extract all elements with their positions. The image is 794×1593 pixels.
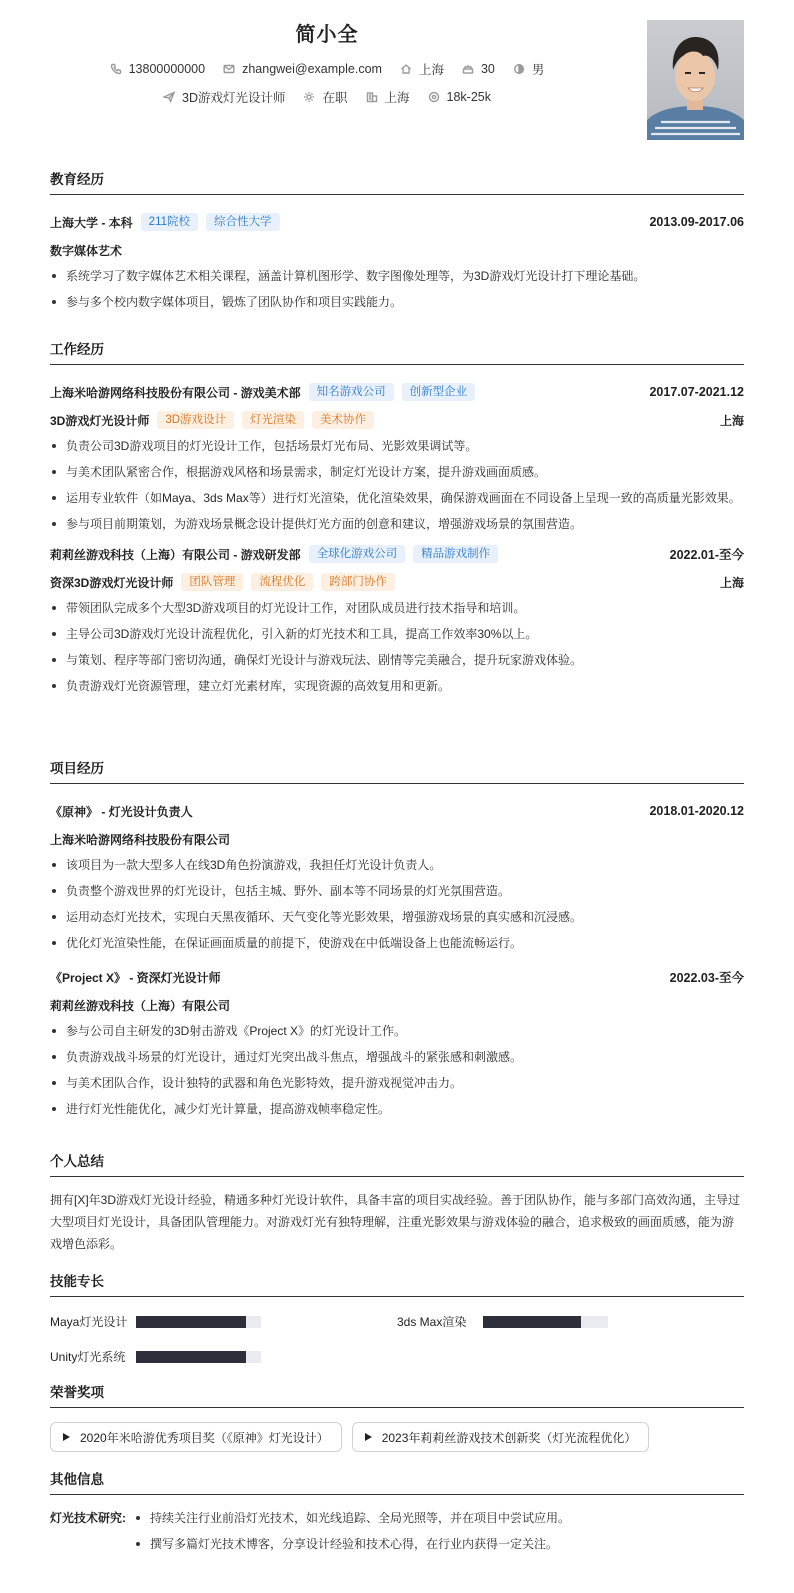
gender-text: 男 — [531, 63, 545, 77]
skill-bar — [136, 1316, 261, 1328]
mail-icon — [223, 63, 235, 75]
list-item: 运用专业软件（如Maya、3ds Max等）进行灯光渲染，优化渲染效果，确保游戏画面在不同设备上呈现一致的高质量光影效果。 — [50, 489, 744, 507]
job-role-row — [50, 411, 744, 429]
job-role-row — [50, 573, 744, 591]
salary-text: 18k-25k — [446, 90, 491, 104]
skills-grid — [50, 1313, 744, 1365]
skills-section — [50, 1270, 744, 1365]
project-date: 2018.01-2020.12 — [649, 804, 744, 818]
role-tag: 流程优化 — [251, 573, 313, 591]
list-item: 运用动态灯光技术，实现白天黑夜循环、天气变化等光影效果，增强游戏场景的真实感和沉浸感。 — [50, 908, 744, 926]
list-item: 带领团队完成多个大型3D游戏项目的灯光设计工作，对团队成员进行技术指导和培训。 — [50, 599, 744, 617]
skill-name: Unity灯光系统 — [50, 1350, 126, 1364]
skill-item — [50, 1348, 397, 1365]
phone-text: 13800000000 — [128, 62, 206, 76]
list-item: 负责公司3D游戏项目的灯光设计工作，包括场景灯光布局、光影效果调试等。 — [50, 437, 744, 455]
company-tag: 知名游戏公司 — [309, 383, 394, 401]
list-item: 参与公司自主研发的3D射击游戏《Project X》的灯光设计工作。 — [50, 1022, 744, 1040]
list-item: 优化灯光渲染性能，在保证画面质量的前提下，使游戏在中低端设备上也能流畅运行。 — [50, 934, 744, 952]
other-label: 灯光技术研究: — [50, 1511, 126, 1525]
job-date: 2017.07-2021.12 — [649, 385, 744, 399]
education-title: 教育经历 — [50, 168, 744, 195]
major-row — [50, 241, 744, 259]
target-city-text: 上海 — [384, 91, 410, 105]
status-text: 在职 — [322, 91, 348, 105]
profile-photo — [647, 20, 744, 140]
target-city-item — [366, 88, 410, 106]
honor-text: 2020年米哈游优秀项目奖（《原神》灯光设计） — [80, 1430, 329, 1445]
gender-icon — [513, 63, 525, 75]
list-item: 与美术团队紧密合作，根据游戏风格和场景需求，制定灯光设计方案，提升游戏画面质感。 — [50, 463, 744, 481]
job-date: 2022.01-至今 — [669, 548, 744, 562]
project-entry-head — [50, 802, 744, 820]
company-tag: 创新型企业 — [402, 383, 476, 401]
phone-icon — [110, 63, 122, 75]
company-name: 莉莉丝游戏科技（上海）有限公司 - 游戏研发部 — [50, 547, 301, 562]
role-tag: 3D游戏设计 — [157, 411, 234, 429]
list-item: 主导公司3D游戏灯光设计流程优化，引入新的灯光技术和工具，提高工作效率30%以上。 — [50, 625, 744, 643]
job-bullets — [50, 599, 744, 695]
portrait-image — [647, 20, 744, 140]
gender-item — [513, 60, 545, 78]
skill-item — [397, 1313, 744, 1330]
list-item: 参与多个校内数字媒体项目，锻炼了团队协作和项目实践能力。 — [50, 293, 744, 311]
skill-name: 3ds Max渲染 — [397, 1315, 467, 1329]
age-text: 30 — [480, 62, 495, 76]
email-text: zhangwei@example.com — [242, 62, 382, 76]
job-entry-head — [50, 545, 744, 563]
education-entry-head — [50, 213, 744, 231]
triangle-right-icon — [365, 1433, 372, 1441]
honors-list — [50, 1422, 744, 1452]
list-item: 负责游戏战斗场景的灯光设计，通过灯光突出战斗焦点，增强战斗的紧张感和刺激感。 — [50, 1048, 744, 1066]
cake-icon — [462, 63, 474, 75]
job-title-item — [163, 88, 285, 106]
education-bullets — [50, 267, 744, 311]
school-tag: 综合性大学 — [206, 213, 280, 231]
list-item: 进行灯光性能优化，减少灯光计算量，提高游戏帧率稳定性。 — [50, 1100, 744, 1118]
candidate-name: 简小全 — [295, 24, 359, 46]
city-text: 上海 — [418, 63, 444, 77]
list-item: 撰写多篇灯光技术博客，分享设计经验和技术心得，在行业内获得一定关注。 — [130, 1535, 744, 1553]
skill-bar-fill — [483, 1316, 581, 1328]
job-role: 资深3D游戏灯光设计师 — [50, 575, 174, 590]
other-title: 其他信息 — [50, 1468, 744, 1495]
school-tag: 211院校 — [141, 213, 198, 231]
skills-title: 技能专长 — [50, 1270, 744, 1297]
projects-section — [50, 757, 744, 1126]
city-item — [400, 60, 444, 78]
skill-bar — [136, 1351, 261, 1363]
skill-bar — [483, 1316, 608, 1328]
send-icon — [163, 91, 175, 103]
role-tag: 灯光渲染 — [242, 411, 304, 429]
list-item: 该项目为一款大型多人在线3D角色扮演游戏，我担任灯光设计负责人。 — [50, 856, 744, 874]
job-entry-head — [50, 383, 744, 401]
resume-header — [50, 0, 744, 150]
other-section — [50, 1468, 744, 1561]
summary-text: 拥有[X]年3D游戏灯光设计经验，精通多种灯光设计软件，具备丰富的项目实战经验。善于团队协作，能与多部门高效沟通，主导过大型项目灯光设计，具备团队管理能力。对游戏灯光有独特理解，注重光影效果与游戏体验的融合，追求极致的画面质感，能为游戏增色添彩。 — [50, 1193, 741, 1251]
job-location: 上海 — [719, 575, 744, 590]
role-tag: 跨部门协作 — [321, 573, 395, 591]
company-tag: 精品游戏制作 — [413, 545, 498, 563]
contact-row — [50, 60, 604, 78]
education-date: 2013.09-2017.06 — [649, 215, 744, 229]
skill-bar-fill — [136, 1351, 246, 1363]
list-item: 与美术团队合作，设计独特的武器和角色光影特效，提升游戏视觉冲击力。 — [50, 1074, 744, 1092]
salary-item — [428, 90, 491, 104]
status-item — [303, 88, 347, 106]
project-name: 《Project X》 - 资深灯光设计师 — [50, 970, 221, 985]
summary-section — [50, 1150, 744, 1255]
honor-item[interactable] — [352, 1422, 650, 1452]
list-item: 负责整个游戏世界的灯光设计，包括主城、野外、副本等不同场景的灯光氛围营造。 — [50, 882, 744, 900]
work-title: 工作经历 — [50, 338, 744, 365]
list-item: 负责游戏灯光资源管理，建立灯光素材库，实现资源的高效复用和更新。 — [50, 677, 744, 695]
summary-title: 个人总结 — [50, 1150, 744, 1177]
building-icon — [366, 91, 378, 103]
other-bullets — [130, 1509, 744, 1561]
role-tag: 团队管理 — [181, 573, 243, 591]
skill-bar-fill — [136, 1316, 246, 1328]
job-role: 3D游戏灯光设计师 — [50, 413, 150, 428]
project-org: 上海米哈游网络科技股份有限公司 — [50, 832, 231, 847]
other-row — [50, 1509, 744, 1561]
company-tag: 全球化游戏公司 — [309, 545, 406, 563]
job-location: 上海 — [719, 413, 744, 428]
job-title-text: 3D游戏灯光设计师 — [182, 91, 286, 105]
email-item — [223, 62, 382, 76]
project-name: 《原神》 - 灯光设计负责人 — [50, 804, 193, 819]
major-name: 数字媒体艺术 — [50, 243, 123, 258]
project-org: 莉莉丝游戏科技（上海）有限公司 — [50, 998, 231, 1013]
phone-item — [110, 62, 205, 76]
triangle-right-icon — [63, 1433, 70, 1441]
honor-item[interactable] — [50, 1422, 342, 1452]
school-name: 上海大学 - 本科 — [50, 215, 133, 230]
project-entry-head — [50, 968, 744, 986]
home-icon — [400, 63, 412, 75]
job-bullets — [50, 437, 744, 533]
list-item: 与策划、程序等部门密切沟通，确保灯光设计与游戏玩法、剧情等完美融合，提升玩家游戏体验。 — [50, 651, 744, 669]
company-name: 上海米哈游网络科技股份有限公司 - 游戏美术部 — [50, 385, 301, 400]
project-bullets — [50, 856, 744, 952]
work-section — [50, 338, 744, 703]
gear-icon — [303, 91, 315, 103]
project-org-row — [50, 996, 744, 1014]
project-org-row — [50, 830, 744, 848]
projects-title: 项目经历 — [50, 757, 744, 784]
education-section — [50, 168, 744, 319]
list-item: 参与项目前期策划，为游戏场景概念设计提供灯光方面的创意和建议，增强游戏场景的氛围营造。 — [50, 515, 744, 533]
project-bullets — [50, 1022, 744, 1118]
list-item: 持续关注行业前沿灯光技术，如光线追踪、全局光照等，并在项目中尝试应用。 — [130, 1509, 744, 1527]
honor-text: 2023年莉莉丝游戏技术创新奖（灯光流程优化） — [381, 1430, 637, 1445]
job-intent-row — [50, 88, 604, 106]
honors-section — [50, 1381, 744, 1452]
honors-title: 荣誉奖项 — [50, 1381, 744, 1408]
list-item: 系统学习了数字媒体艺术相关课程，涵盖计算机图形学、数字图像处理等，为3D游戏灯光设计打下理论基础。 — [50, 267, 744, 285]
age-item — [462, 62, 495, 76]
skill-name: Maya灯光设计 — [50, 1315, 128, 1329]
role-tag: 美术协作 — [312, 411, 374, 429]
skill-item — [50, 1313, 397, 1330]
project-date: 2022.03-至今 — [669, 971, 744, 985]
coin-icon — [428, 91, 440, 103]
